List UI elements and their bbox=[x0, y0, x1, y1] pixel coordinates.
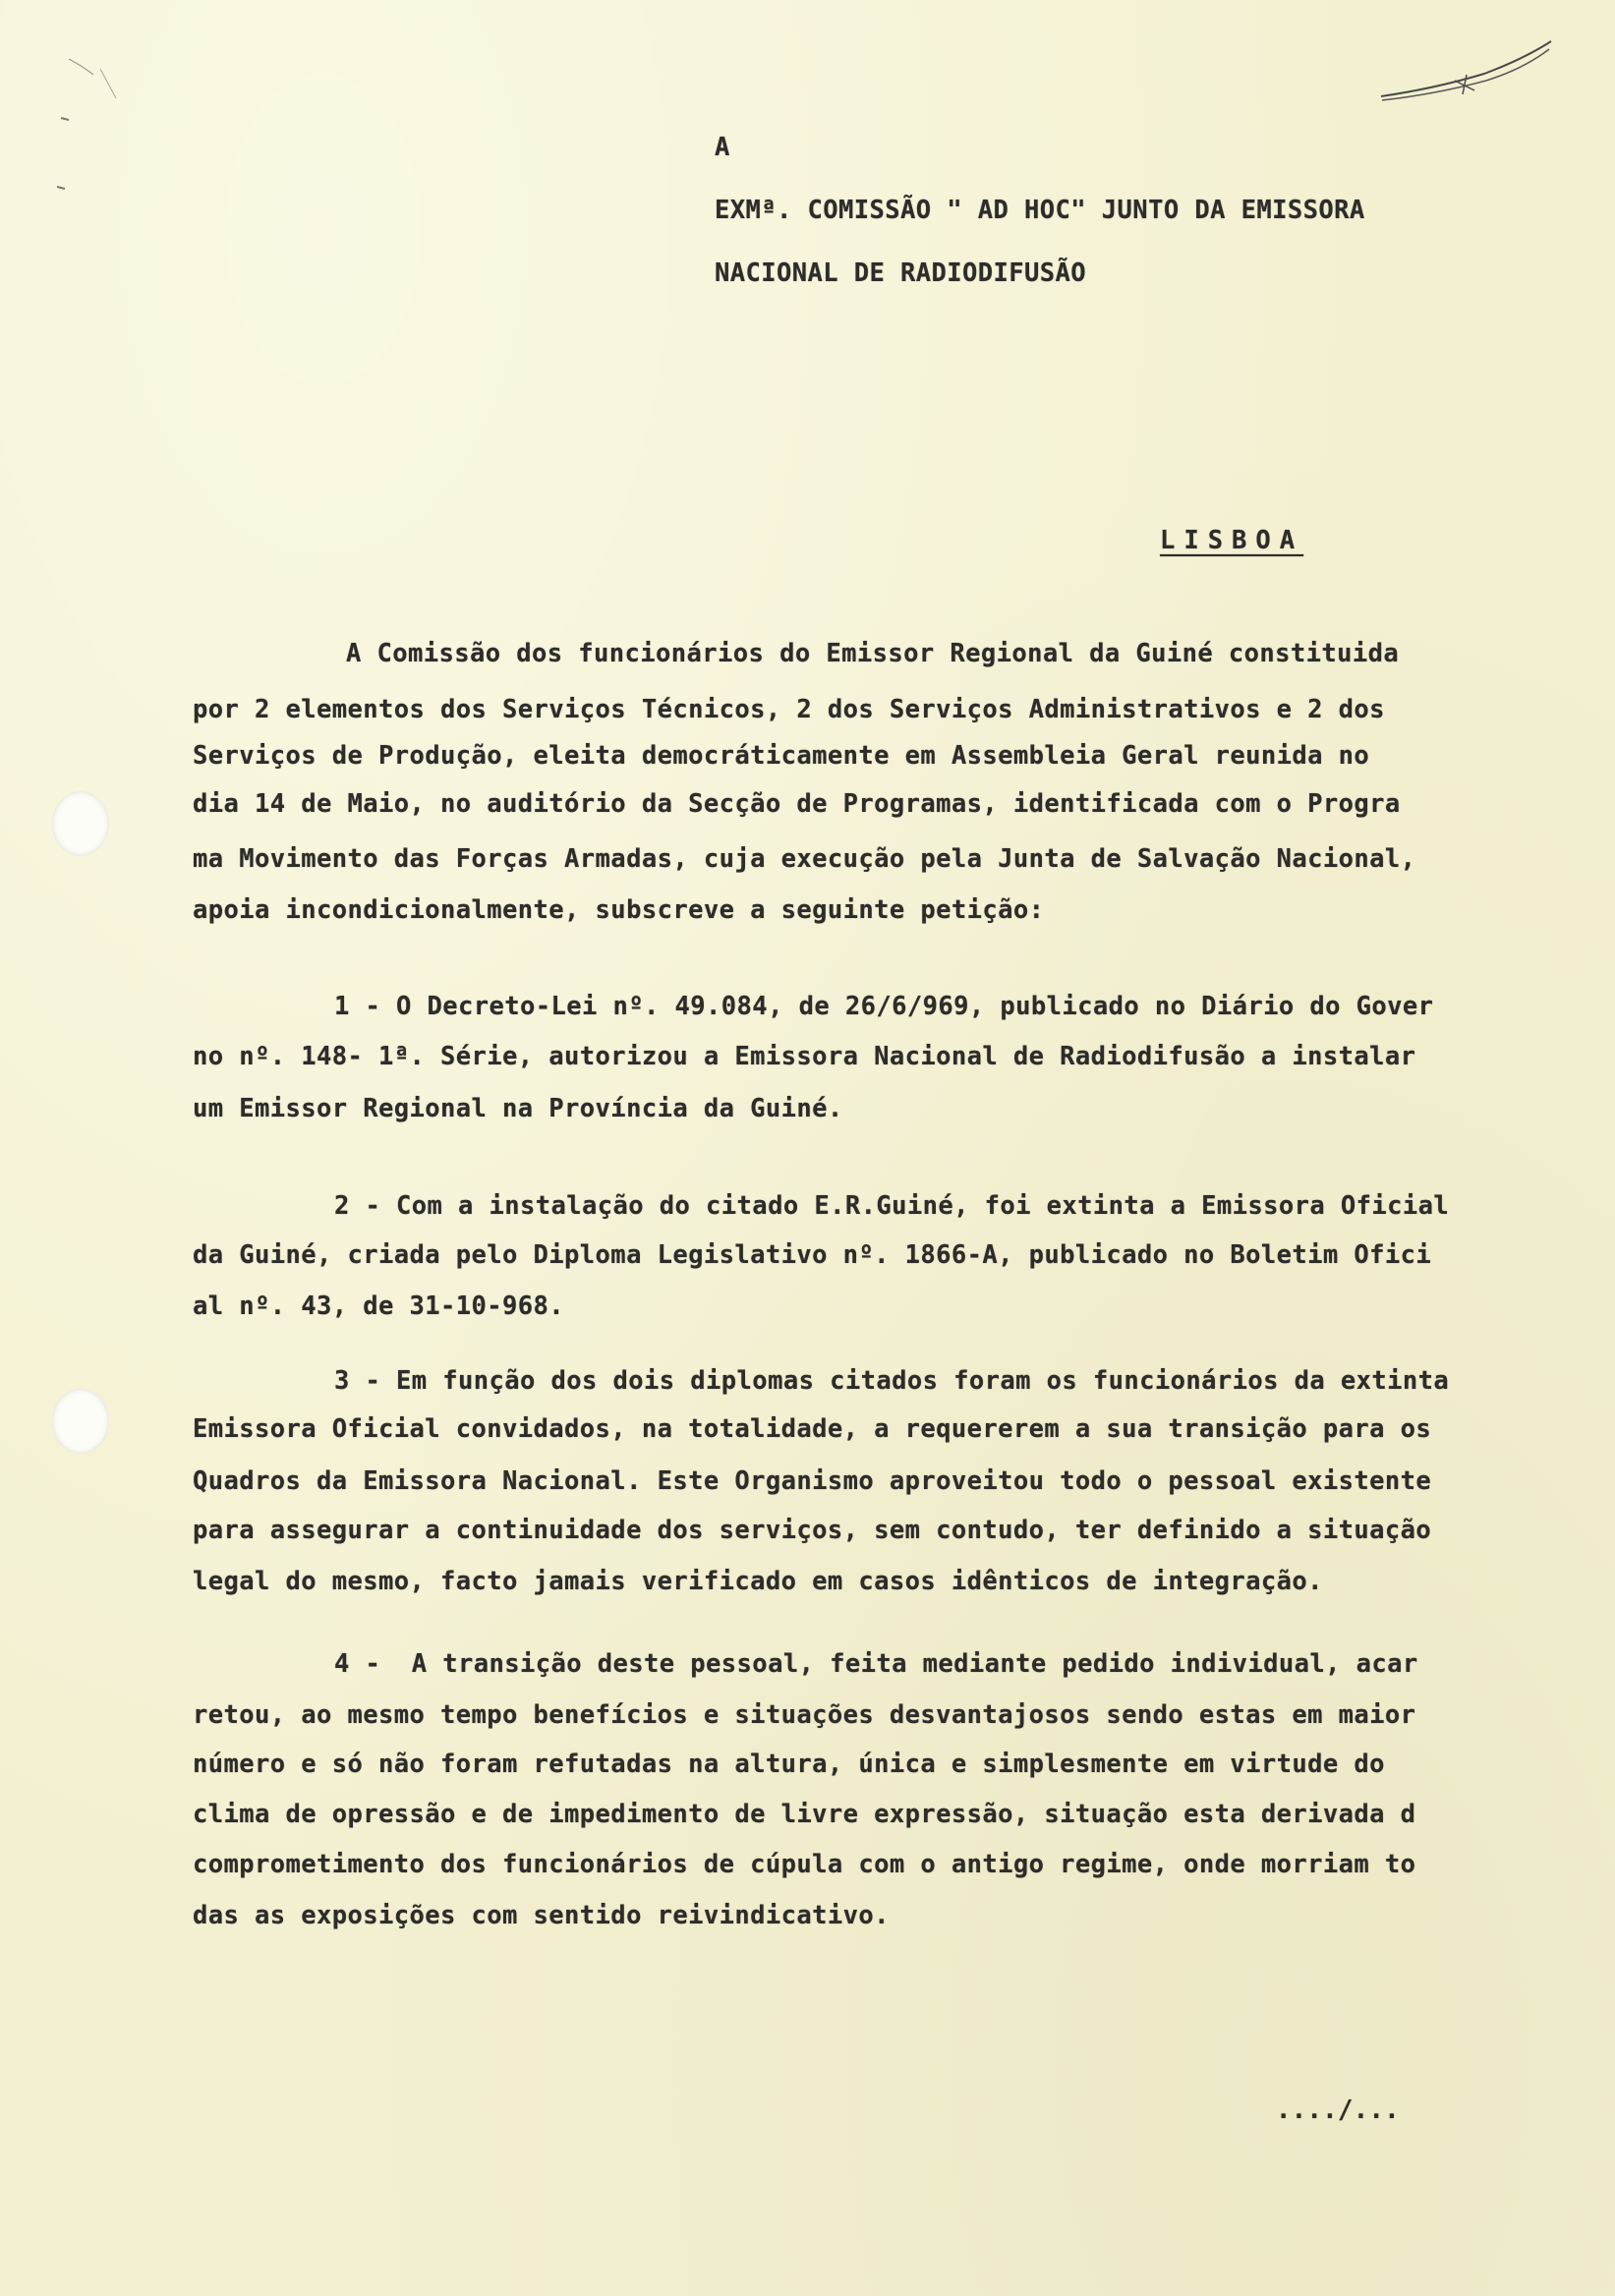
intro-line: por 2 elementos dos Serviços Técnicos, 2 dos Serviços Administrativos e 2 dos bbox=[193, 695, 1385, 724]
paragraph-3-line: Quadros da Emissora Nacional. Este Organismo aproveitou todo o pessoal existente bbox=[193, 1466, 1432, 1496]
margin-marks-icon bbox=[39, 39, 128, 197]
paragraph-2-line: al nº. 43, de 31-10-968. bbox=[193, 1292, 565, 1321]
pencil-mark-icon bbox=[1376, 29, 1563, 108]
paragraph-4-line: número e só não foram refutadas na altura, única e simplesmente em virtude do bbox=[193, 1750, 1385, 1779]
intro-line: apoia incondicionalmente, subscreve a seguinte petição: bbox=[193, 895, 1045, 925]
punch-hole-lower bbox=[52, 1389, 109, 1454]
intro-line: ma Movimento das Forças Armadas, cuja execução pela Junta de Salvação Nacional, bbox=[193, 844, 1416, 874]
addressee-line-1: EXMª. COMISSÃO " AD HOC" JUNTO DA EMISSORA bbox=[715, 196, 1365, 225]
paragraph-3-line: legal do mesmo, facto jamais verificado em casos idênticos de integração. bbox=[193, 1567, 1323, 1596]
intro-line: A Comissão dos funcionários do Emissor Regional da Guiné constituida bbox=[346, 639, 1400, 668]
paragraph-1-line: um Emissor Regional na Província da Guiné. bbox=[193, 1094, 843, 1123]
addressee-city: LISBOA bbox=[1160, 526, 1304, 555]
paragraph-3-line: Emissora Oficial convidados, na totalidade, a requererem a sua transição para os bbox=[193, 1414, 1432, 1444]
intro-line: dia 14 de Maio, no auditório da Secção de Programas, identificada com o Progra bbox=[193, 789, 1401, 819]
punch-hole-upper bbox=[52, 791, 109, 856]
paragraph-4-line: retou, ao mesmo tempo benefícios e situações desvantajosos sendo estas em maior bbox=[193, 1700, 1416, 1730]
paragraph-2-line: da Guiné, criada pelo Diploma Legislativo nº. 1866-A, publicado no Boletim Ofici bbox=[193, 1240, 1432, 1270]
paragraph-4-line: clima de opressão e de impedimento de livre expressão, situação esta derivada d bbox=[193, 1800, 1416, 1829]
addressee-line-2: NACIONAL DE RADIODIFUSÃO bbox=[715, 258, 1087, 288]
paragraph-4-line: das as exposições com sentido reivindicativo. bbox=[193, 1901, 890, 1930]
paragraph-1-line: 1 - O Decreto-Lei nº. 49.084, de 26/6/969, publicado no Diário do Gover bbox=[334, 992, 1434, 1021]
paragraph-2-line: 2 - Com a instalação do citado E.R.Guiné, foi extinta a Emissora Oficial bbox=[334, 1191, 1450, 1221]
paragraph-4-line: 4 - A transição deste pessoal, feita mediante pedido individual, acar bbox=[334, 1649, 1418, 1679]
paragraph-4-line: comprometimento dos funcionários de cúpula com o antigo regime, onde morriam to bbox=[193, 1850, 1416, 1879]
paragraph-3-line: para assegurar a continuidade dos serviços, sem contudo, ter definido a situação bbox=[193, 1516, 1432, 1545]
paragraph-1-line: no nº. 148- 1ª. Série, autorizou a Emissora Nacional de Radiodifusão a instalar bbox=[193, 1042, 1416, 1071]
addressee-prefix: A bbox=[715, 133, 730, 162]
intro-line: Serviços de Produção, eleita democráticamente em Assembleia Geral reunida no bbox=[193, 741, 1370, 771]
paragraph-3-line: 3 - Em função dos dois diplomas citados foram os funcionários da extinta bbox=[334, 1366, 1450, 1396]
continuation-marker: ..../... bbox=[1276, 2095, 1401, 2125]
